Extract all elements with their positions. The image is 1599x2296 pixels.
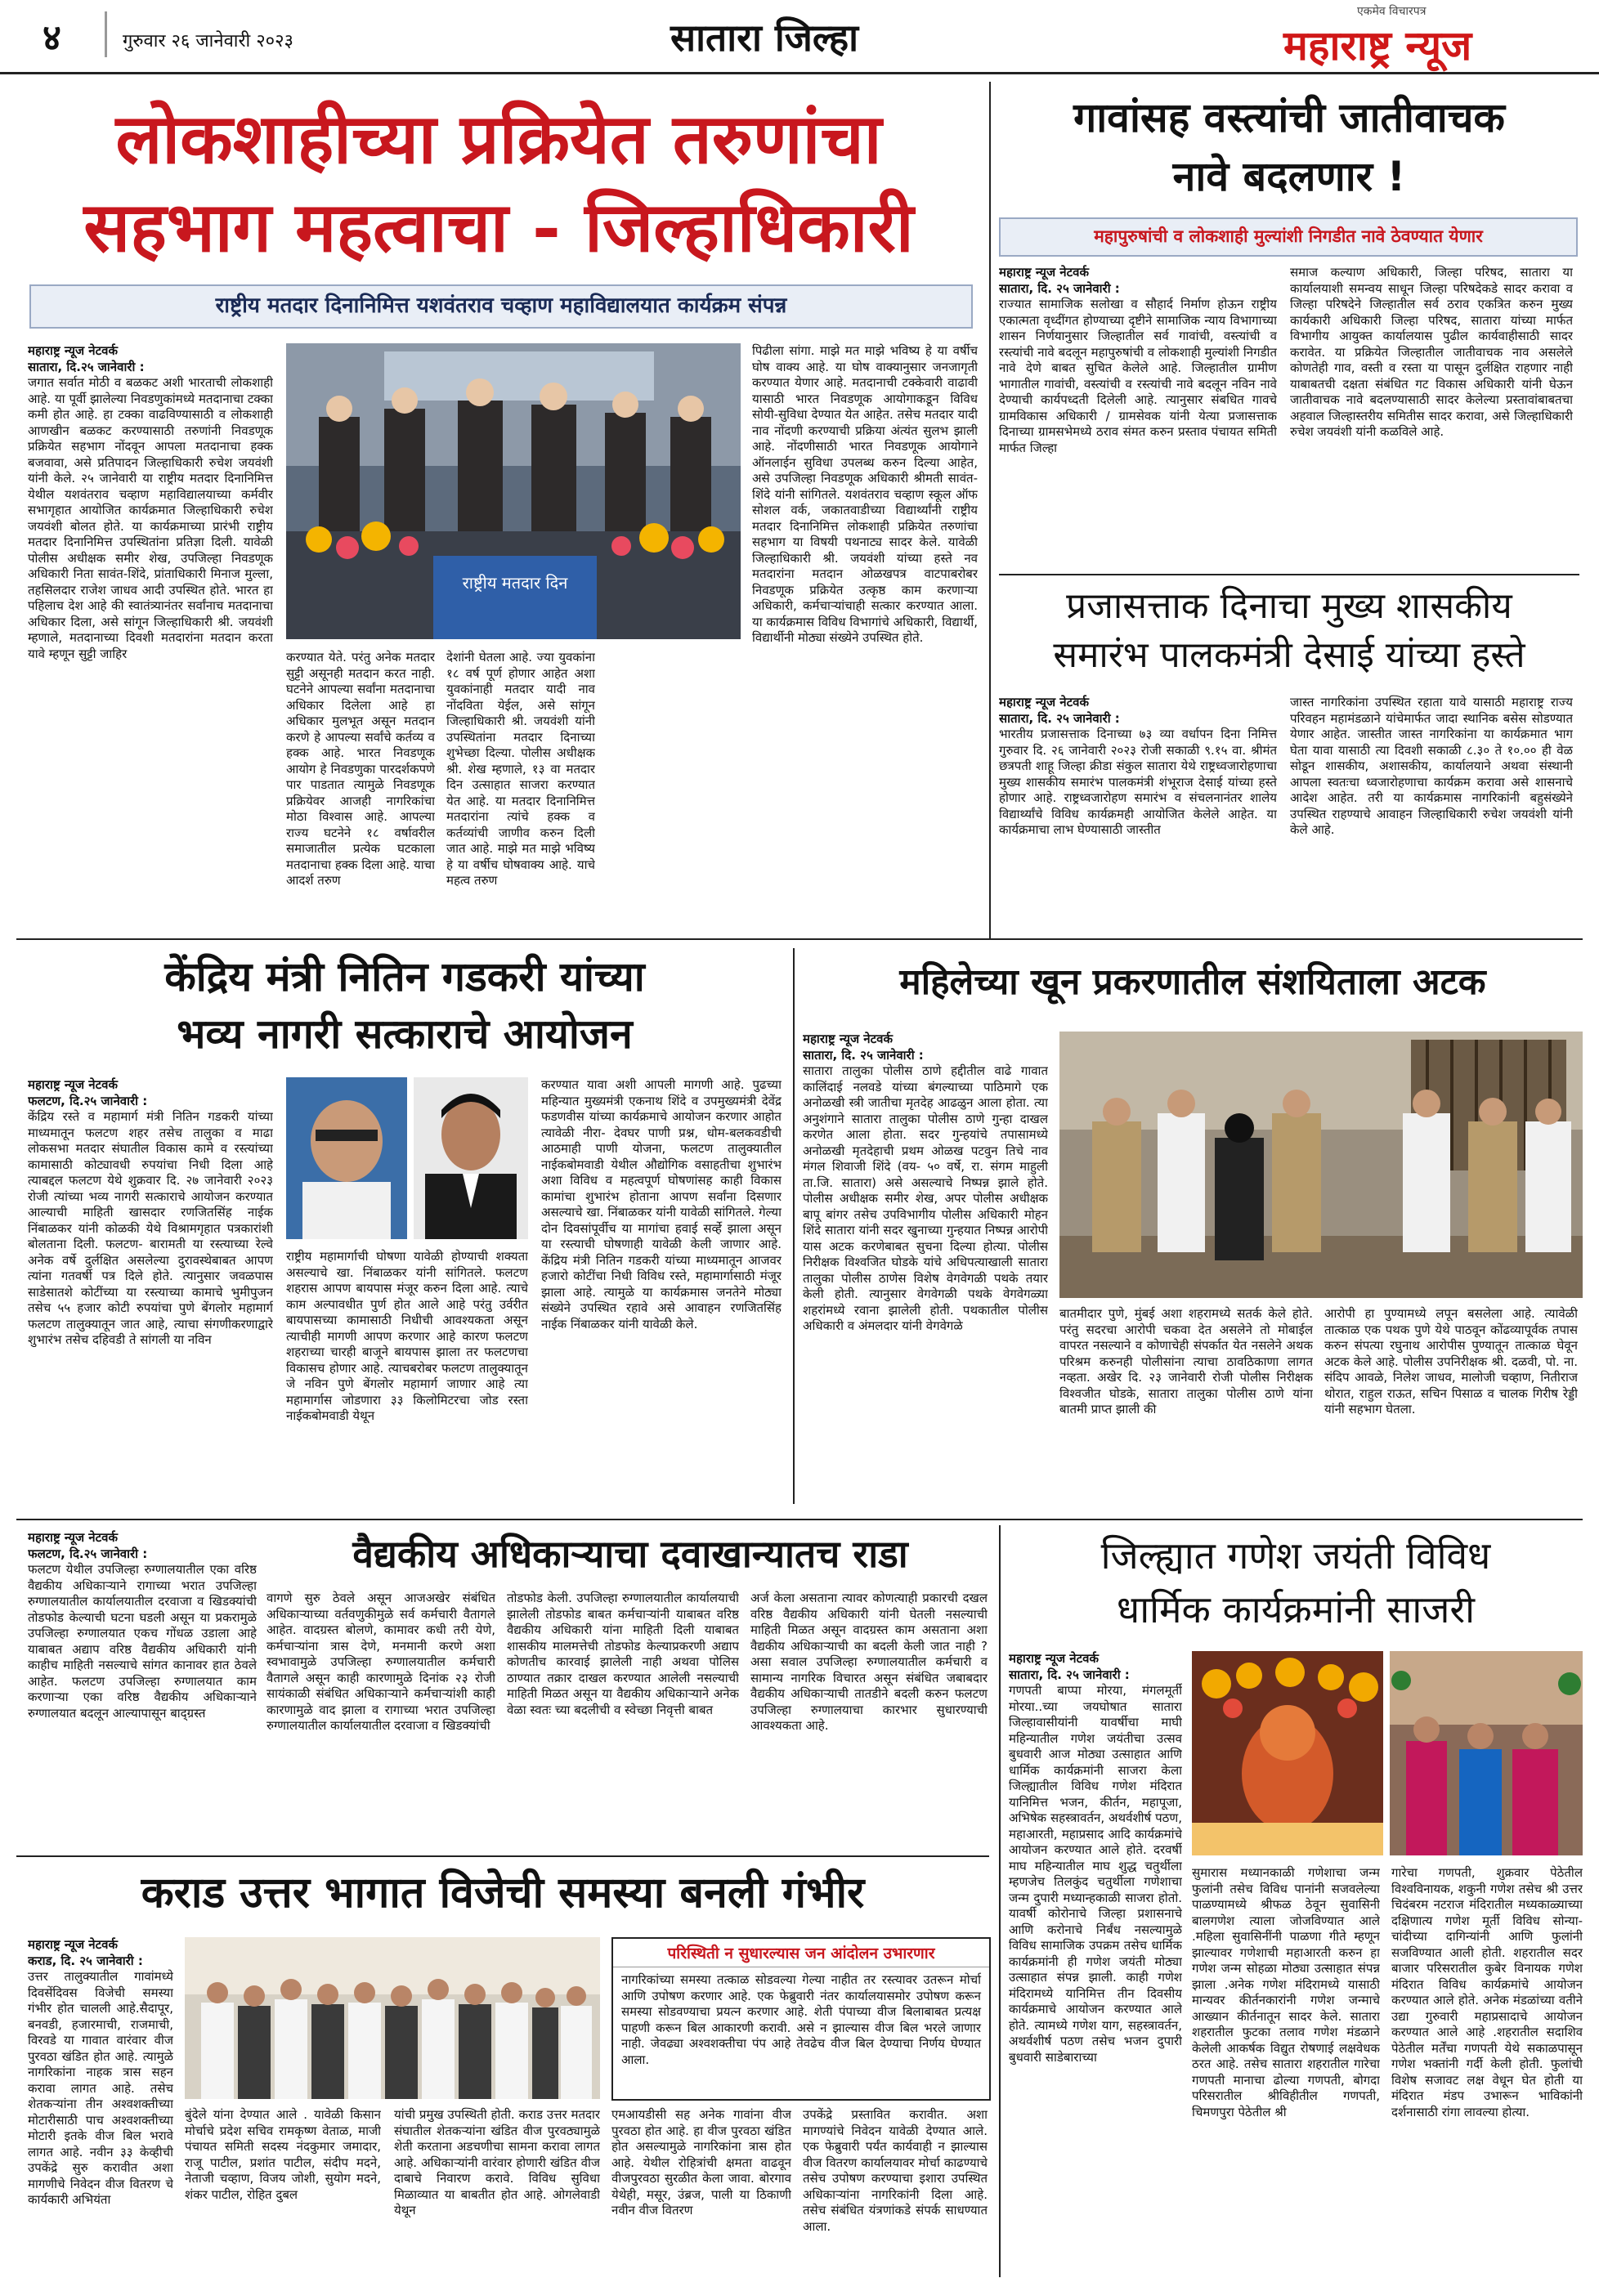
article7-body-3: गारेचा गणपती, शुक्रवार पेठेतील विश्वविनायक, शकुनी गणेश तसेच श्री उत्तर चिदंबरम नटराज मंदिरातील मध्यकाळ्याच्या दक्षिणात्य गणेश मूर्ती विविध सोन्या-चांदीच्या दागिन्यांनी आणि फुलांनी सजविण्यात आली होती. शहरातील सदर बाजार परिसरातील कुबेर विनायक गणेश मंदिरात विविध कार्यक्रमांचे आयोजन करण्यात आले होते. अनेक मंडळांच्या वतीने उद्या गुरुवारी महाप्रसादाचे आयोजन करण्यात आले आहे .शहरातील सदाशिव पेठेतील मर्तेंचा गणपती येथे सकाळपासून गणेश भक्तांनी गर्दी केली होती. फुलांची विशेष सजावट लक्ष वेधून घेत होती या मंदिरात मंडप उभारून भाविकांनी दर्शनासाठी रांगा लावल्या होत्या. [1391, 1865, 1583, 2119]
ganesh-photo-2 [1390, 1651, 1583, 1855]
article5-body-1: सातारा तालुका पोलीस ठाणे हद्दीतील वाढे गावात कालिंदाई नलवडे यांच्या बंगल्याच्या पाठिमागे एक अनोळखी स्त्री जातीचा मृतदेह आढळुन आला होता. त्या अनुशंगाने सातारा तालुका पोलीस ठाणे गुन्हा दाखल करणेत आला होता. सदर गुन्हयांचे तपासामध्ये अनोळखी मृतदेहाची प्रथम ओळख पटवुन तिचे नाव मंगल शिवाजी शिंदे (वय- ५० वर्षे, रा. संगम माहुली ता.जि. सातारा) असे असल्याचे निष्पन्न झाले होते. पोलीस अधीक्षक समीर शेख, अपर पोलीस अधीक्षक बापू बांगर तसेच उपविभागीय पोलीस अधिकारी मोहन शिंदे सातारा यांनी सदर खुनाच्या गुन्हयात निष्पन्न आरोपी यास अटक करणेबाबत सुचना दिल्या होत्या. पोलीस निरीक्षक विश्वजित घोडके यांचे अधिपत्याखाली सातारा तालुका पोलीस ठाणेस विशेष वेगवेगळी पथके तयार केली होती. त्यानुसार वेगवेगळी पथके वेगवेगळ्या शहरांमध्ये रवाना झालेली होती. पथकातील पोलीस अधिकारी व अंमलदार यांनी वेगवेगळे [803, 1063, 1048, 1333]
gadkari-photo [286, 1077, 407, 1239]
divider-h-art2 [999, 574, 1579, 575]
article6-col4 [750, 1591, 988, 1849]
article8-caption-col [185, 2107, 381, 2280]
article4-col1 [28, 1077, 273, 1502]
article5-byline: महाराष्ट्र न्यूज नेटवर्क [803, 1032, 894, 1046]
article5-col2 [1059, 1306, 1313, 1504]
article3-headline [999, 582, 1579, 680]
article2-headline [999, 88, 1579, 206]
karad-photo [185, 1937, 600, 2099]
article3-dateline: सातारा, दि. २५ जानेवारी : [999, 710, 1120, 726]
article6-headline: वैद्यकीय अधिकाऱ्याचा दवाखान्यातच राडा [352, 1532, 908, 1576]
article8-body-4: उपकेंद्रे प्रस्तावित करावीत. अशा मागण्यांचे निवेदन यावेळी देण्यात आले. एक फेब्रुवारी पर्यंत कार्यवाही न झाल्यास वीज वितरण कार्यालयावर मोर्चा काढण्याचे तसेच उपोषण करण्याचा इशारा उपस्थित अधिकाऱ्यांना नागरिकांनी दिला आहे. तसेच संबंधित यंत्रणांकडे संपर्क साधण्यात आला. [803, 2107, 988, 2234]
article4-body-3: करण्यात यावा अशी आपली मागणी आहे. पुढच्या महिन्यात मुख्यमंत्री एकनाथ शिंदे व उपमुख्यमंत्री देवेंद्र फडणवीस यांच्या कार्यक्रमाचे आयोजन करणार आहोत त्यावेळी नीरा- देवघर पाणी प्रश्न, धोम-बलकवडीची आठमाही पाणी योजना, फलटण तालुक्यातील नाईकबोमवाडी येथील औद्योगिक वसाहतीचा शुभारंभ अशा विविध व महत्वपूर्ण घोषणांसह काही विकास कामांचा शुभारंभ होताना आपण सर्वांना दिसणार असल्याचे खा. निंबाळकर यांनी यावेळी सांगितले. गेल्या दोन दिवसांपूर्वीच या मागांचा हवाई सर्व्हे झाला असून या रस्त्याची घोषणाही यावेळी केली जाणार आहे. केंद्रिय मंत्री नितिन गडकरी यांच्या माध्यमातून आजवर हजारो कोटींचा निधी विविध रस्ते, महामार्गासाठी मंजूर झाला आहे. त्यामुळे या कार्यक्रमास जनतेने मोठ्या संख्येने उपस्थित रहावे असे आवाहन रणजितसिंह नाईक निंबाळकर यांनी यावेळी केले. [541, 1077, 782, 1332]
article4-body-2: राष्ट्रीय महामार्गाची घोषणा यावेळी होण्याची शक्यता असल्याचे खा. निंबाळकर यांनी सांगितले. फलटण शहरास आपण बायपास मंजूर करुन दिला आहे. त्याचे काम अल्पावधीत पुर्ण होत आले आहे परंतु उर्वरीत बायपासच्या कामासाठी निधीची आवश्यकता असून त्याचीही मागणी आपण करणार आहे कारण फलटण शहराच्या चारही बाजूने बायपास झाला तर फलटणचा विकासच होणार आहे. त्याचबरोबर फलटण तालुक्यातून जे नविन पुणे बेंगलोर महामार्ग जाणार आहे त्या महामार्गास जोडणारा ३३ किलोमिटरचा जोड रस्ता नाईकबोमवाडी येथून [286, 1249, 528, 1423]
article4-dateline: फलटण, दि.२५ जानेवारी : [28, 1093, 148, 1108]
article8-dateline: कराड, दि. २५ जानेवारी : [28, 1953, 143, 1968]
article5-body-2: बातमीदार पुणे, मुंबई अशा शहरामध्ये सतर्क केले होते. परंतु सदरचा आरोपी चकवा देत असलेने तो मोबाईल वापरत नसल्याने व कोणाचेही संपर्कात येत नसलेने अथक परिश्रम करुनही पोलीसांना त्याचा ठावठिकाणा लागत नव्हता. अखेर दि. २३ जानेवारी रोजी पोलीस निरीक्षक विश्वजीत घोडके, सातारा तालुका पोलीस ठाणे यांना बातमी प्राप्त झाली की [1059, 1306, 1313, 1417]
article1-headline [16, 95, 981, 271]
article1-col2 [286, 650, 435, 915]
voter-day-stage-photo [286, 343, 741, 639]
article8-body-3: एमआयडीसी सह अनेक गावांना वीज पुरवठा होत आहे. हा वीज पुरवठा खंडित होत असल्यामुळे नागरिकांना त्रास होत आहे. येथील रोहित्रांची क्षमता वाढवून वीजपुरवठा सुरळीत केला जावा. बोरगाव येथेही, मसूर, उंब्रज, पाली या ठिकाणी नवीन वीज वितरण [611, 2107, 791, 2218]
article1-body-4: पिढीला सांगा. माझे मत माझे भविष्य हे या वर्षीच घोष वाक्य आहे. या घोष वाक्यानुसार जनजागृती करण्यात येणार आहे. मतदानाची टक्केवारी वाढावी यासाठी भारत निवडणूक आयोगाकडून विविध सोयी-सुविधा देण्यात येत आहेत. तसेच मतदार यादी नाव नोंदणी करण्याची प्रक्रिया अंत्यंत सुलभ झाली आहे. नोंदणीसाठी भारत निवडणूक आयोगाने ऑनलाईन सुविधा उपलब्ध करुन दिल्या आहेत, असे उपजिल्हा निवडणूक अधिकारी श्रीमती सावंत-शिंदे यांनी सांगितले. यशवंतराव चव्हाण स्कूल ऑफ सोशल वर्क, जकातवाडीच्या विद्यार्थ्यांनी राष्ट्रीय मतदार दिनानिमित्त लोकशाही प्रक्रियेत तरुणांचा सहभाग या विषयी पथनाट्य सादर केले. यावेळी जिल्हाधिकारी श्री. जयवंशी यांच्या हस्ते नव मतदारांना मतदान ओळखपत्र वाटपाबरोबर निवडणूक प्रक्रियेत उत्कृष्ठ काम करणाऱ्या अधिकारी, कर्मचाऱ्यांचाही सत्कार करण्यात आला. या कार्यक्रमास विविध विभागांचे अधिकारी, विद्यार्थी, विद्यार्थीनी मोठ्या संख्येने उपस्थित होते. [752, 343, 978, 645]
section-title: सातारा जिल्हा [670, 16, 859, 60]
article1-photo [286, 343, 741, 639]
ganesh-idol-image [1192, 1651, 1383, 1855]
article1-headline-line1: लोकशाहीच्या प्रक्रियेत तरुणांचा [115, 98, 882, 179]
article7-byline: महाराष्ट्र न्यूज नेटवर्क [1009, 1651, 1100, 1666]
nimbalkar-portrait [414, 1077, 528, 1239]
article8-box-text: नागरिकांच्या समस्या तत्काळ सोडवल्या गेल्या नाहीत तर रस्त्यावर उतरून मोर्चा आणि उपोषण करणार आहे. एक फेब्रुवारी नंतर कार्यालयासमोर उपोषण करून समस्या सोडवण्याचा प्रयत्न करणार आहे. शेती पंपाच्या वीज बिलाबाबत प्रत्यक्ष पाहणी करून बिल आकारणी करावी. असे न झाल्यास वीज बिल भरले जाणार नाही. जेवढ्या अश्वशक्तीचा पंप आहे तेवढेच वीज बिल देण्याचा निर्णय घेण्यात आला. [621, 1972, 981, 2067]
article8-body-2: यांची प्रमुख उपस्थिती होती. कराड उत्तर मतदार संघातील शेतकऱ्यांना खंडित वीज पुरवठ्यामुळे शेती करताना अडचणीचा सामना करावा लागत आहे. अधिकाऱ्यांनी वारंवार होणारी खंडित वीज दाबाचे निवारण करावे. विविध सुविधा मिळाव्यात या बाबतीत होत आहे. ओगलेवाडी येथून [394, 2107, 600, 2218]
article4-headline [16, 948, 793, 1063]
article6-body-4: अर्ज केला असताना त्यावर कोणत्याही प्रकारची दखल वरिष्ठ वैद्यकीय अधिकारी यांनी घेतली नसल्याची माहिती मिळत असून वादग्रस्त काम असताना अशा वैद्यकीय अधिकाऱ्याची का बदली केली जात नाही ? असा सवाल उपजिल्हा रुग्णालयातील कर्मचारी व सामान्य नागरिक विचारत असून संबंधित जबाबदार वैद्यकीय अधिकाऱ्याची तातडीने बदली करुन फलटण उपजिल्हा रुग्णालयाचा कारभार सुधारण्याची आवश्यकता आहे. [750, 1591, 988, 1733]
article3-body-2: जास्त नागरिकांना उपस्थित रहाता यावे यासाठी महाराष्ट्र राज्य परिवहन महामंडळाने यांचेमार्फत जादा स्थानिक बसेस सोडण्यात येणार आहेत. जास्तीत जास्त नागरिकांना या कार्यक्रमात भाग घेता यावा यासाठी त्या दिवशी सकाळी ८.३० ते १०.०० ही वेळ सोडून शासकीय, अशासकीय, कार्यालयाने अथवा संस्थानी आपला स्वतःचा ध्वजारोहणाचा कार्यक्रम करावा असे शासनाचे आदेश आहेत. तरी या कार्यक्रमास नागरिकांनी बहुसंख्येने उपस्थित राहण्याचे आवाहन जिल्हाधिकारी रुचेश जयवंशी यांनी केले आहे. [1290, 695, 1573, 837]
article7-dateline: सातारा, दि. २५ जानेवारी : [1009, 1667, 1130, 1682]
brand-tagline: एकमेव विचारपत्र [1357, 5, 1427, 18]
article4-headline-line1: केंद्रिय मंत्री नितिन गडकरी यांच्या [164, 953, 645, 1000]
article8-photo-caption: बुंदेले यांना देण्यात आले . यावेळी किसान मोर्चाचे प्रदेश सचिव रामकृष्ण वेताळ, माजी पंचायत समिती सदस्य नंदकुमार जमादार, राजू पाटील, प्रशांत पाटील, संदीप मदने, नेताजी चव्हाण, विजय जोशी, सुयोग मदने, शंकर पाटील, रोहित दुबल [185, 2107, 381, 2202]
article1-col3 [446, 650, 595, 915]
article1-body-2: करण्यात येते. परंतु अनेक मतदार सुट्टी असूनही मतदान करत नाही. घटनेने आपल्या सर्वांना मतदानाचा अधिकार दिलेला आहे हा अधिकार मुलभूत असून मतदान करणे हे आपल्या सर्वांचे कर्तव्य व हक्क आहे. भारत निवडणूक आयोग हे निवडणुका पारदर्शकपणे पार पाडतात त्यामुळे निवडणूक प्रक्रियेवर आजही नागरिकांचा मोठा विश्वास आहे. आपल्या राज्य घटनेने १८ वर्षावरील समाजातील प्रत्येक घटकाला मतदानाचा हक्क दिला आहे. याचा आदर्श तरुण [286, 650, 435, 888]
article6-col2 [266, 1591, 495, 1849]
article4-headline-line2: भव्य नागरी सत्काराचे आयोजन [177, 1010, 633, 1058]
article3-body-1: भारतीय प्रजासत्ताक दिनाच्या ७३ व्या वर्धापन दिना निमित्त गुरुवार दि. २६ जानेवारी २०२३ रोजी सकाळी ९.१५ वा. श्रीमंत छत्रपती शाहू जिल्हा क्रीडा संकुल सातारा येथे राष्ट्रध्वजारोहणाचा मुख्य शासकीय समारंभ पालकमंत्री शंभूराज देसाई यांच्या हस्ते होणार आहे. राष्ट्रध्वजारोहण समारंभ व संचलनानंतर शालेय विद्यार्थ्यांचे विविध कार्यक्रमही आयोजित केलेले आहेत. या कार्यक्रमाचा लाभ घेण्यासाठी जास्तीत [999, 727, 1277, 837]
article2-col2 [1290, 265, 1573, 567]
divider-h2 [16, 1519, 1583, 1520]
article6-body-3: तोडफोड केली. उपजिल्हा रुग्णालयातील कार्यालयाची झालेली तोडफोड बाबत कर्मचाऱ्यांनी याबाबत वरिष्ठ वैद्यकीय अधिकारी यांना माहिती दिली याबाबत शासकीय मालमत्तेची तोडफोड केल्याप्रकरणी अद्याप कोणतीच कारवाई झालेली नाही अथवा पोलिस ठाण्यात तक्रार दाखल करण्यात आलेली नसल्याची माहिती मिळत असून या वैद्यकीय अधिकाऱ्याने अनेक वेळा स्वतः च्या बदलीची व स्वेच्छा निवृत्ती बाबत [507, 1591, 739, 1717]
article5-col1 [803, 1032, 1048, 1504]
article6-body-2: वागणे सुरु ठेवले असून आजअखेर संबंधित अधिकाऱ्याच्या वर्तवणुकीमुळे सर्व कर्मचारी वैतागले आहेत. वादग्रस्त बोलणे, कामावर कधी तरी येणे, कर्मचाऱ्यांना त्रास देणे, मनमानी करणे अशा स्वभावामुळे उपजिल्हा रुग्णालयातील कर्मचारी वैतागले असून काही कारणामुळे दिनांक २३ रोजी सायंकाळी संबंधित अधिकाऱ्याने कर्मचाऱ्यांशी काही कारणामुळे वाद झाला व रागाच्या भरात उपजिल्हा रुग्णालयातील कार्यालयातील दरवाजा व खिडक्यांची [266, 1591, 495, 1733]
article6-col1 [28, 1530, 257, 1849]
issue-date: गुरुवार २६ जानेवारी २०२३ [123, 31, 293, 51]
article8-body-1: उत्तर तालुक्यातील गावांमध्ये दिवसेंदिवस विजेची समस्या गंभीर होत चालली आहे.सैदापूर, बनवडी, हजारमाची, राजमाची, विरवडे या गावात वारंवार वीज पुरवठा खंडित होत आहे. त्यामुळे नागरिकांना नाहक त्रास सहन करावा लागत आहे. तसेच शेतकऱ्यांना तीन अश्वशक्तीच्या मोटारीसाठी पाच अश्वशक्तीच्या मोटारी इतके वीज बिल भरावे लागत आहे. नवीन ३३ केव्हीची उपकेंद्रे सुरु करावीत अशा मागणीचे निवेदन वीज वितरण चे कार्यकारी अभियंता [28, 1969, 173, 2207]
article7-headline-line1: जिल्ह्यात गणेश जयंती विविध [1100, 1533, 1491, 1578]
article2-body-1: राज्यात सामाजिक सलोखा व सौहार्द निर्माण होऊन राष्ट्रीय एकात्मता वृध्दींगत होण्याच्या दृष्टीने सामाजिक न्याय विभागाच्या शासन निर्णयानुसार जिल्हातील सर्व गावांची, वस्त्यांची व रस्त्यांची नावे बदलून महापुरुषांची व लोकशाही मुल्यांशी निगडीत नावे देणे बाबत सुचित केलेले आहे. जिल्हातील ग्रामीण भागातील गावांची, वस्त्यांची व रस्त्यांची नावे बदलून नविन नावे देण्याची कार्यपध्दती दिलेली आहे. त्यानुसार संबधित गावचे ग्रामविकास अधिकारी / ग्रामसेवक यांनी येत्या प्रजासत्ताक दिनाच्या ग्रामसभेमध्ये ठराव संमत करुन प्रस्ताव पंचायत समिती मार्फत जिल्हा [999, 297, 1277, 455]
article7-body-2: सुमारास मध्यानकाळी गणेशाचा जन्म फुलांनी तसेच विविध पानांनी सजवलेल्या पाळण्यामध्ये श्रीफळ ठेवून सुवासिनी बालगणेश त्याला जोजविण्यात आले .महिला सुवासिनींनी पाळणा गीते म्हणून झाल्यावर गणेशाची महाआरती करुन हा गणेश जन्म सोहळा मोठ्या उत्साहात संपन्न झाला .अनेक गणेश मंदिरामध्ये यासाठी मान्यवर कीर्तनकारांनी गणेश जन्माचे आख्यान कीर्तनातून सादर केले. सातारा शहरातील फुटका तलाव गणेश मंडळाने केलेली आकर्षक विद्युत रोषणाई लक्षवेधक ठरत आहे. तसेच सातारा शहरातील गारेचा गणपती मानाचा ढोल्या गणपती, बोगदा परिसरातील श्रीविहीतील गणपती, चिमणपुरा पेठेतील श्री [1192, 1865, 1380, 2119]
gadkari-portrait [286, 1077, 407, 1239]
article3-headline-line1: प्रजासत्ताक दिनाचा मुख्य शासकीय [1066, 585, 1512, 627]
article2-subheadline: महापुरुषांची व लोकशाही मुल्यांशी निगडीत नावे ठेवण्यात येणार [999, 217, 1578, 257]
header-divider [105, 11, 107, 57]
nimbalkar-photo [414, 1077, 528, 1239]
article8-col1 [28, 1937, 173, 2280]
article6-byline: महाराष्ट्र न्यूज नेटवर्क [28, 1530, 119, 1545]
page-number: ४ [43, 17, 61, 59]
article1-col1 [28, 343, 273, 915]
article2-col1 [999, 265, 1277, 567]
divider-h3 [16, 1855, 989, 1857]
article7-col2 [1192, 1865, 1380, 2280]
article2-dateline: सातारा, दि. २५ जानेवारी : [999, 280, 1120, 296]
article8-headline: कराड उत्तर भागात विजेची समस्या बनली गंभीर [141, 1869, 865, 1918]
article6-dateline: फलटण, दि.२५ जानेवारी : [28, 1546, 148, 1561]
article4-col3 [541, 1077, 782, 1502]
article8-box [611, 1937, 991, 2101]
article4-byline: महाराष्ट्र न्यूज नेटवर्क [28, 1077, 119, 1092]
article8-byline: महाराष्ट्र न्यूज नेटवर्क [28, 1937, 119, 1952]
article8-col4 [803, 2107, 988, 2280]
article5-body-3: आरोपी हा पुण्यामध्ये लपून बसलेला आहे. त्यावेळी तात्काळ एक पथक पुणे येथे पाठवून कोंढव्यापूर्वक तपास करुन संपत्या रघुनाथ आरोपीस पुण्यातून तात्काळ घेवून अटक केले आहे. पोलीस उपनिरीक्षक श्री. दळवी, पो. ना. संदिप आवळे, निलेश जाधव, मालोजी चव्हाण, नितीराज थोरात, राहुल राऊत, सचिन पिसाळ व चालक गिरीष रेड्डी यांनी सहभाग घेतला. [1324, 1306, 1578, 1417]
brand-logo: महाराष्ट्र न्यूज [1283, 21, 1472, 69]
page-header [0, 0, 1599, 74]
divider-h1 [16, 938, 1583, 940]
article1-subheadline: राष्ट्रीय मतदार दिनानिमित्त यशवंतराव चव्हाण महाविद्यालयात कार्यक्रम संपन्न [29, 284, 973, 329]
article4-col2 [286, 1249, 528, 1502]
divider-v3 [999, 1525, 1001, 2277]
article7-col1 [1009, 1651, 1182, 2280]
article3-col2 [1290, 695, 1573, 915]
article2-headline-line1: गावांसह वस्त्यांची जातीवाचक [1073, 94, 1505, 141]
article7-headline-line2: धार्मिक कार्यक्रमांनी साजरी [1116, 1587, 1476, 1631]
article7-headline [1009, 1528, 1583, 1636]
article5-col3 [1324, 1306, 1578, 1504]
article1-byline: महाराष्ट्र न्यूज नेटवर्क [28, 343, 119, 358]
article1-body-1: जगात सर्वात मोठी व बळकट अशी भारताची लोकशाही आहे. या पूर्वी झालेल्या निवडणुकांमध्ये मतदानाचा टक्का कमी होत आहे. हा टक्का वाढविण्यासाठी व लोकशाही आणखीन बळकट करण्यासाठी तरुणांनी निवडणूक प्रक्रियेत सहभाग नोंदवून आपला मतदानाचा हक्क बजवावा, असे प्रतिपादन जिल्हाधिकारी रुचेश जयवंशी यांनी केले. २५ जानेवारी या राष्ट्रीय मतदार दिनानिमित्त येथील यशवंतराव चव्हाण महाविद्यालयाच्या कर्मवीर सभागृहात आयोजित कार्यक्रमात जिल्हाधिकारी रुचेश जयवंशी बोलत होते. या कार्यक्रमाच्या प्रारंभी राष्ट्रीय मतदार दिनानिमित्त उपस्थितांना प्रतिज्ञा दिली. यावेळी पोलीस अधीक्षक समीर शेख, उपजिल्हा निवडणूक अधिकारी निता सावंत-शिंदे, प्रांताधिकारी मिनाज मुल्ला, तहसिलदार राजेश जाधव आदी उपस्थित होते. भारत हा पहिलाच देश आहे की स्वातंत्र्यानंतर सर्वांनाच मतदानाचा अधिकार दिला, असे सांगून जिल्हाधिकारी श्री. जयवंशी म्हणाले, मतदानाच्या दिवशी मतदारांना मतदान करता यावे म्हणून सुट्टी जाहिर [28, 375, 273, 661]
memorandum-group-photo [185, 1937, 600, 2099]
article3-byline: महाराष्ट्र न्यूज नेटवर्क [999, 695, 1090, 709]
article7-col3 [1391, 1865, 1583, 2280]
article4-body-1: केंद्रिय रस्ते व महामार्ग मंत्री नितिन गडकरी यांच्या माध्यमातून फलटण शहर तसेच तालुका व माढा लोकसभा मतदार संघातील विकास कामे व रस्त्यांच्या कामासाठी कोट्यावधी रुपयांचा निधी दिला आहे त्याबद्दल फलटण येथे शुक्रवार दि. २७ जानेवारी २०२३ रोजी त्यांच्या भव्य नागरी सत्काराचे आयोजन करण्यात आल्याची माहिती खासदार रणजितसिंह नाईक निंबाळकर यांनी कोळकी येथे विश्रामगृहात पत्रकारांशी बोलताना दिली. फलटण- बारामती या रस्त्याच्या रेल्वे अनेक वर्षे दुर्लक्षित असलेल्या दुरावस्थेबाबत आपण त्यांना गतवर्षी पत्र दिले होते. त्यानुसार जवळपास साडेसातशे कोटींच्या या रस्त्याच्या कामाचे भुमीपुजन तसेच ५५ हजार कोटी रुपयांचा पुणे बेंगलोर महामार्ग फलटण तालुक्यातून जात आहे, त्याचा संगणीकरणाद्वारे शुभारंभ तसेच दहिवडी ते सांगली या नविन [28, 1109, 273, 1347]
article8-col3 [611, 2107, 791, 2280]
article2-headline-line2: नावे बदलणार ! [1172, 153, 1406, 200]
ganesh-photo-1 [1192, 1651, 1383, 1855]
divider-v2 [793, 948, 795, 1504]
police-team-photo [1059, 1032, 1583, 1298]
arrest-photo [1059, 1032, 1583, 1298]
article2-byline: महाराष्ट्र न्यूज नेटवर्क [999, 265, 1090, 280]
divider-v1 [989, 82, 991, 940]
devotees-image [1390, 1651, 1583, 1855]
article5-dateline: सातारा, दि. २५ जानेवारी : [803, 1047, 924, 1063]
article8-box-title: परिस्थिती न सुधारल्यास जन आंदोलन उभारणार [613, 1939, 989, 1967]
article2-body-2: समाज कल्याण अधिकारी, जिल्हा परिषद, सातारा या कार्यालयाशी समन्वय साधून जिल्हा परिषदेकडे सादर करावा व जिल्हा परिषदेने जिल्हातील सर्व ठराव एकत्रित करुन मुख्य कार्यकारी अधिकारी जिल्हा परिषद, सातारा यांच्या मार्फत विभागीय आयुक्त कार्यालयास पुढील कार्यवाहीसाठी सादर करावेत. या प्रक्रियेत जिल्हातील जातीवाचक नाव असलेले कोणतेही गाव, वस्ती व रस्ता या पासून दुर्लक्षित राहणार नाही याबाबतची दक्षता संबंधित गट विकास अधिकारी यांनी घेऊन जातीवाचक नावे बदलण्यासाठी सादर केलेल्या प्रस्तावांबाबतचा अहवाल जिल्हास्तरीय समितीस सादर करावा, असे जिल्हाधिकारी रुचेश जयवंशी यांनी कळविले आहे. [1290, 265, 1573, 439]
article3-headline-line2: समारंभ पालकमंत्री देसाई यांच्या हस्ते [1053, 634, 1525, 676]
article1-body-3: देशांनी घेतला आहे. ज्या युवकांना १८ वर्ष पूर्ण होणार आहेत अशा युवकांनाही मतदार यादी नाव नोंदविता येईल, असे सांगून जिल्हाधिकारी श्री. जयवंशी यांनी उपस्थितांना मतदार दिनाच्या शुभेच्छा दिल्या. पोलीस अधीक्षक श्री. शेख म्हणाले, १३ वा मतदार दिन उत्साहात साजरा करण्यात येत आहे. या मतदार दिनानिमित्त मतदारांना त्यांचे हक्क व कर्तव्यांची जाणीव करुन दिली जात आहे. माझे मत माझे भविष्य हे या वर्षीच घोषवाक्य आहे. याचे महत्व तरुण [446, 650, 595, 888]
article3-col1 [999, 695, 1277, 915]
article1-col4 [752, 343, 978, 915]
stage-banner-text: राष्ट्रीय मतदार दिन [462, 573, 568, 593]
article1-dateline: सातारा, दि.२५ जानेवारी : [28, 359, 145, 374]
article5-headline: महिलेच्या खून प्रकरणातील संशयिताला अटक [899, 961, 1486, 1003]
article6-body-1: फलटण येथील उपजिल्हा रुग्णालयातील एका वरिष्ठ वैद्यकीय अधिकाऱ्याने रागाच्या भरात उपजिल्हा रुग्णालयातील कार्यालयातील दरवाजा व खिडक्यांची तोडफोड केल्याची घटना घडली असून या प्रकरामुळे उपजिल्हा रुग्णालयात एकच गोंधळ उडाला आहे याबाबत अद्याप वरिष्ठ वैद्यकीय अधिकारी यांनी काहीच माहिती नसल्याचे सांगत कानावर हात ठेवले आहेत. फलटण उपजिल्हा रुग्णालयात काम करणाऱ्या एका वरिष्ठ वैद्यकीय अधिकाऱ्याने रुग्णालयात बदलून आल्यापासून बाद्ग्रस्त [28, 1562, 257, 1721]
article8-col2 [394, 2107, 600, 2280]
article1-headline-line2: सहभाग महत्वाचा - जिल्हाधिकारी [83, 186, 914, 267]
article7-body-1: गणपती बाप्पा मोरया, मंगलमूर्ती मोरया..च्या जयघोषात सातारा जिल्हावासीयांनी यावर्षीचा माघी महिन्यातील गणेश जयंतीचा उत्सव बुधवारी आज मोठ्या उत्साहात आणि धार्मिक कार्यक्रमांनी साजरा केला जिल्ह्यातील विविध गणेश मंदिरात यानिमित्त भजन, कीर्तन, महापूजा, अभिषेक सहस्त्रावर्तन, अथर्वशीर्ष पठण, महाआरती, महाप्रसाद आदि कार्यक्रमांचे आयोजन करण्यात आले होते. दरवर्षी माघ महिन्यातील माघ शुद्ध चतुर्थीला म्हणजेच तिलकुंद चतुर्थीला गणेशाचा जन्म दुपारी मध्यान्हकाळी साजरा होतो. यावर्षी कोरोनाचे जिल्हा प्रशासनाचे आणि करोनाचे निर्बंध नसल्यामुळे विविध सामाजिक उपक्रम तसेच धार्मिक कार्यक्रमांनी ही गणेश जयंती मोठ्या उत्साहात संपन्न झाली. काही गणेश मंदिरामध्ये यानिमित्त तीन दिवसीय कार्यक्रमाचे आयोजन करण्यात आले होते. त्यामध्ये गणेश याग, सहस्त्रावर्तन, अथर्वशीर्ष पठण तसेच भजन दुपारी बुधवारी साडेबाराच्या [1009, 1683, 1182, 2065]
article6-col3 [507, 1591, 739, 1849]
